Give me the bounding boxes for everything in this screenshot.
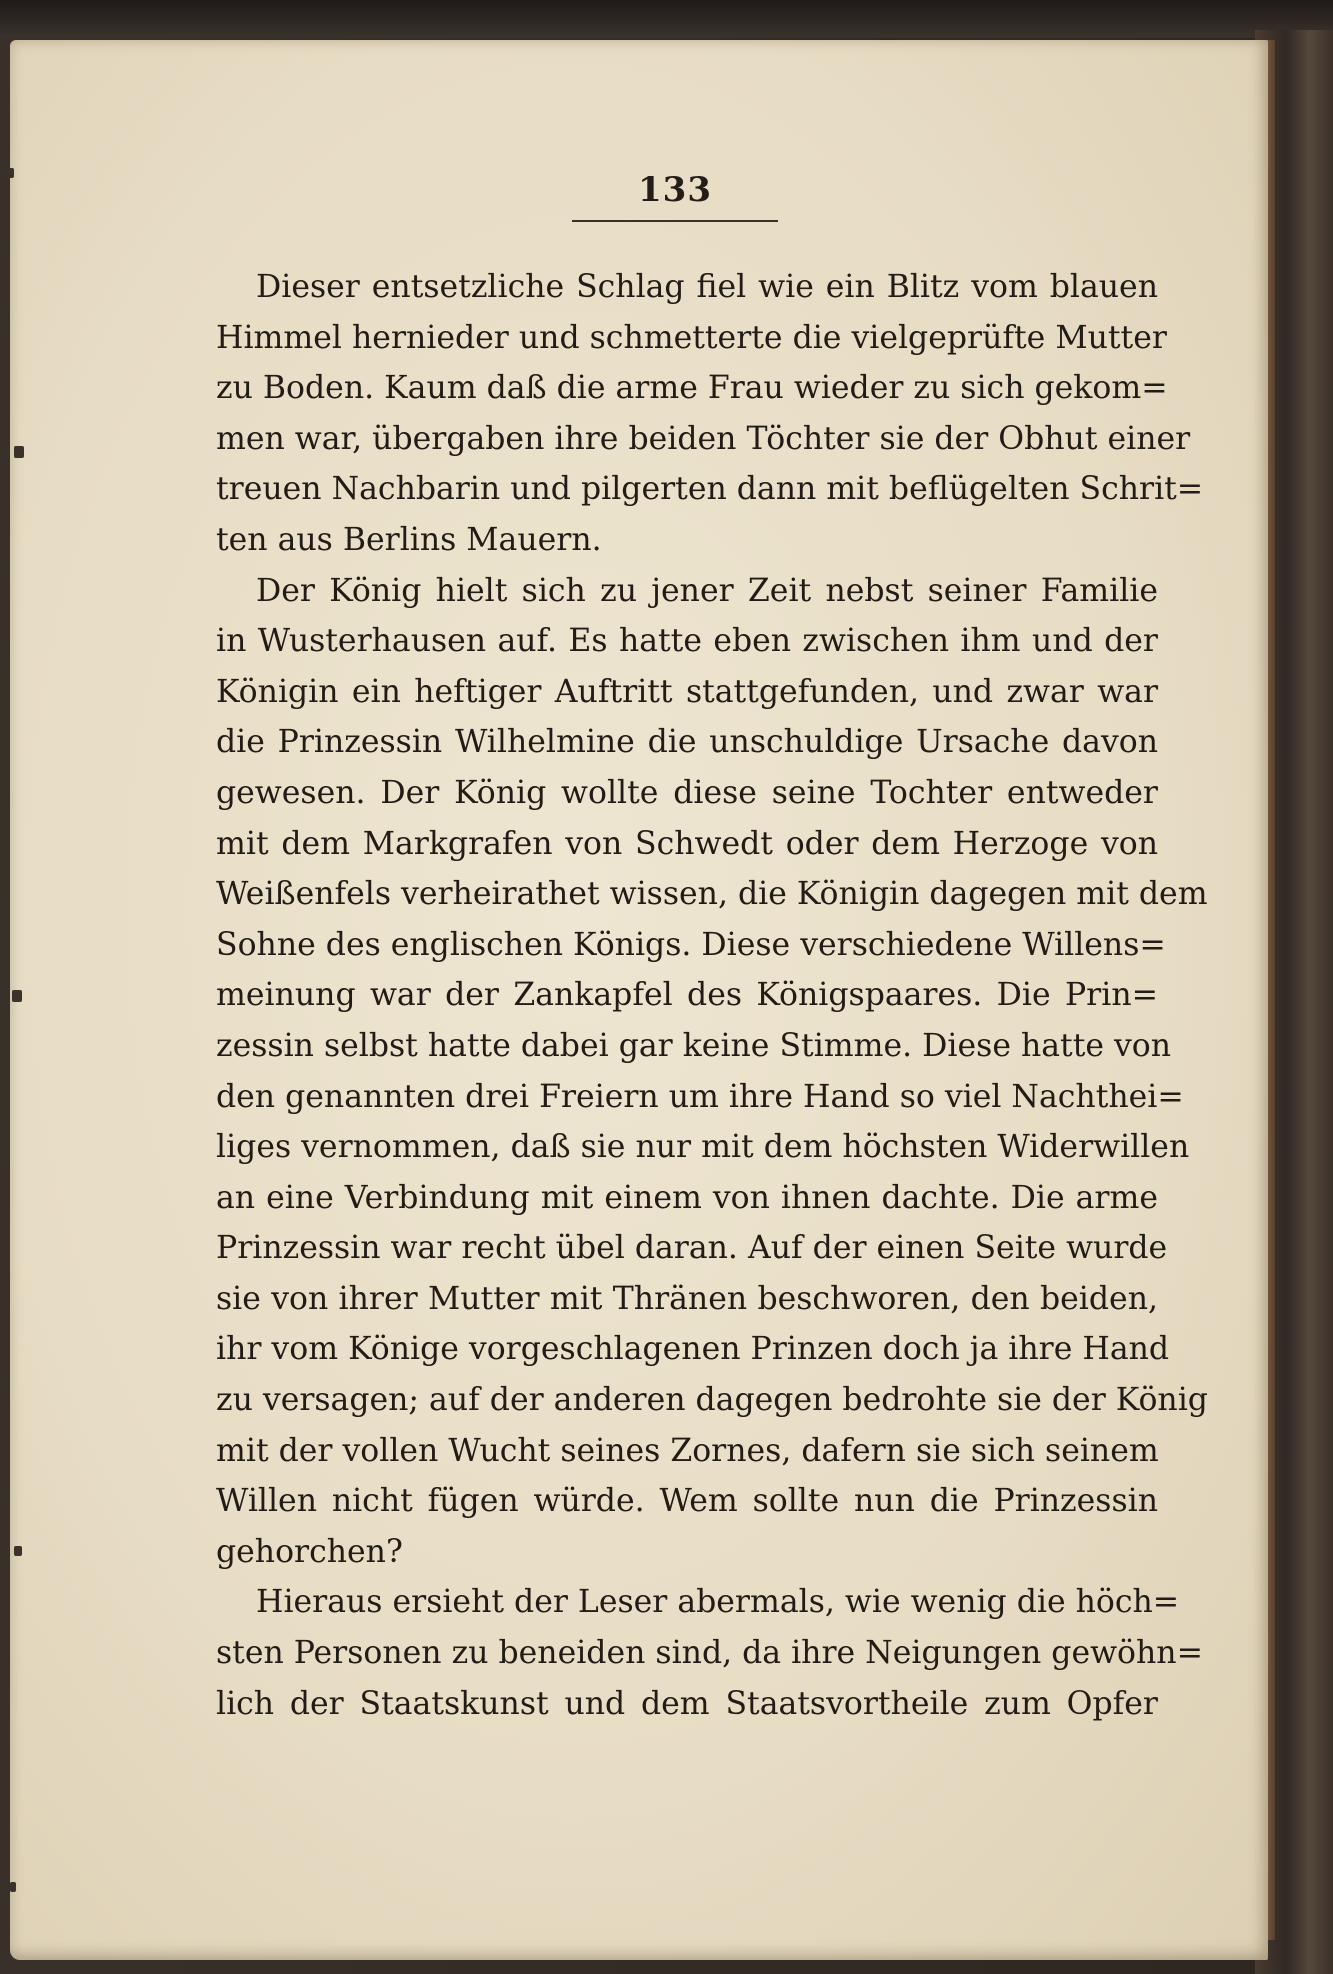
text-line: gehorchen? [216,1533,403,1570]
text-line: Dieser entsetzliche Schlag fiel wie ein Blitz vom blauen [256,269,1158,305]
margin-mark [14,1546,22,1556]
text-line: zu Boden. Kaum daß die arme Frau wieder zu sich gekom= [216,370,1168,407]
margin-mark [10,1882,16,1892]
text-line: sie von ihrer Mutter mit Thränen beschworen, den beiden, [216,1280,1158,1317]
text-line: lich der Staatskunst und dem Staatsvortheile zum Opfer [216,1685,1158,1722]
scanner-top-edge [0,0,1333,38]
margin-mark [14,446,24,458]
text-line: die Prinzessin Wilhelmine die unschuldige Ursache davon [216,724,1158,761]
body-text [216,262,1208,1729]
page-number: 133 [638,170,712,210]
text-line: meinung war der Zankapfel des Königspaares. Die Prin= [216,977,1158,1014]
text-line: in Wusterhausen auf. Es hatte eben zwischen ihm und der [216,623,1158,660]
text-line: Prinzessin war recht übel daran. Auf der einen Seite wurde [216,1230,1168,1267]
text-line: liges vernommen, daß sie nur mit dem höchsten Widerwillen [216,1129,1190,1166]
text-line: zu versagen; auf der anderen dagegen bedrohte sie der König [216,1382,1208,1419]
text-line: Himmel hernieder und schmetterte die vielgeprüfte Mutter [216,319,1167,356]
header-rule [572,220,778,222]
margin-mark [12,990,22,1002]
text-line: Sohne des englischen Königs. Diese verschiedene Willens= [216,926,1166,963]
text-line: gewesen. Der König wollte diese seine Tochter entweder [216,774,1158,811]
text-line: ten aus Berlins Mauern. [216,521,602,558]
text-line: zessin selbst hatte dabei gar keine Stimme. Diese hatte von [216,1027,1172,1064]
text-line: Hieraus ersieht der Leser abermals, wie wenig die höch= [256,1584,1180,1621]
text-line: sten Personen zu beneiden sind, da ihre Neigungen gewöhn= [216,1635,1203,1672]
text-line: Der König hielt sich zu jener Zeit nebst seiner Familie [256,572,1158,609]
text-line: an eine Verbindung mit einem von ihnen dachte. Die arme [216,1179,1158,1216]
text-line: Königin ein heftiger Auftritt stattgefunden, und zwar war [216,673,1158,710]
text-line: ihr vom Könige vorgeschlagenen Prinzen doch ja ihre Hand [216,1331,1170,1368]
text-line: men war, übergaben ihre beiden Töchter sie der Obhut einer [216,420,1191,457]
text-line: mit dem Markgrafen von Schwedt oder dem Herzoge von [216,825,1158,862]
text-line: Weißenfels verheirathet wissen, die Königin dagegen mit dem [216,876,1208,913]
text-line: Willen nicht fügen würde. Wem sollte nun die Prinzessin [216,1483,1158,1520]
margin-mark [8,168,14,178]
text-line: mit der vollen Wucht seines Zornes, dafern sie sich seinem [216,1432,1159,1469]
text-line: den genannten drei Freiern um ihre Hand so viel Nachthei= [216,1078,1184,1115]
text-line: treuen Nachbarin und pilgerten dann mit beflügelten Schrit= [216,471,1204,508]
